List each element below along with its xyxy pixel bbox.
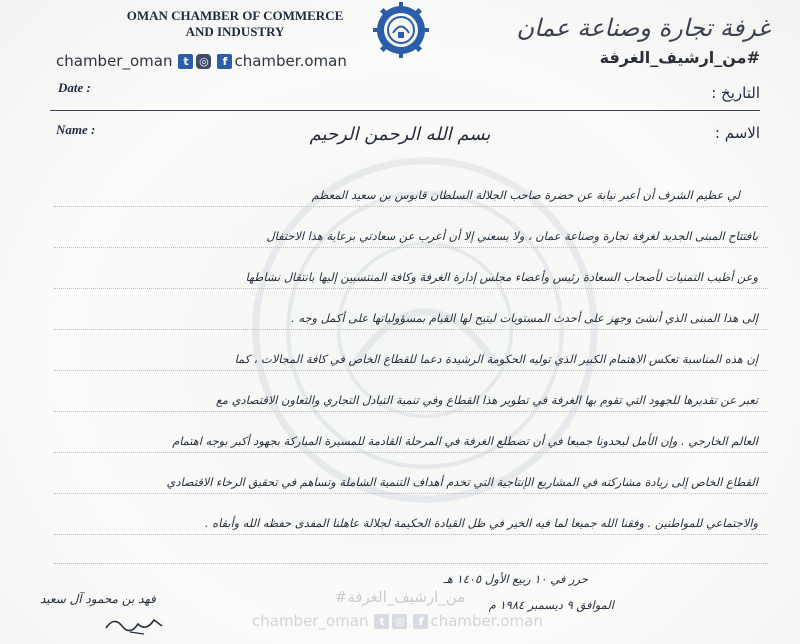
signature-mark [100, 606, 170, 640]
date-hijri: حرر في ١٠ ربيع الأول ١٤٠٥ هـ [443, 572, 588, 586]
ruled-line [54, 329, 768, 330]
watermark-archive-tag: #من_ارشيف_الغرفة [334, 588, 466, 606]
handle-right[interactable]: chamber.oman [234, 52, 347, 70]
watermark-seal [245, 150, 605, 510]
ruled-line [54, 452, 768, 453]
name-label-ar: الاسم : [714, 124, 760, 142]
letter-line-9: والاجتماعي للمواطنين . وفقنا الله جميعا لما فيه الخير في ظل القيادة الحكيمة لجلالة عاهلنا المفدى حفظه الله وأبقاه . [204, 516, 758, 530]
header-divider [50, 110, 760, 111]
social-handles [56, 52, 347, 70]
ruled-line [54, 534, 768, 535]
letter-line-5: إن هذه المناسبة تعكس الاهتمام الكبير الذي توليه الحكومة الرشيدة دعما للقطاع الخاص في كافة المجالات ، كما [234, 352, 758, 366]
archive-hashtag[interactable]: #من_ارشيف_الغرفة [599, 48, 760, 67]
org-name-english-line2: AND INDUSTRY [185, 24, 285, 39]
chamber-logo-icon [373, 2, 429, 58]
ruled-line [54, 411, 768, 412]
org-name-english-line1: OMAN CHAMBER OF COMMERCE [126, 8, 344, 23]
watermark-handle-left: chamber_oman [252, 612, 369, 630]
signatory-name: فهد بن محمود آل سعيد [40, 592, 156, 606]
basmala: بسم الله الرحمن الرحيم [309, 124, 491, 145]
org-name-english [110, 8, 360, 40]
letter-line-6: تعبر عن تقديرها للجهود التي تقوم بها الغرفة في تطوير هذا القطاع وفي تنمية التبادل التجاري والتعاون الاقتصادي مع [215, 393, 758, 407]
letter-line-7: العالم الخارجي . وإن الأمل ليحدونا جميعا في أن تضطلع الغرفة في المرحلة القادمة للمسيرة المباركة بجهود أكبر بوجه اهتمام [172, 434, 758, 448]
facebook-icon[interactable]: f [217, 54, 232, 69]
facebook-icon: f [413, 614, 428, 629]
letter-line-3: وعن أطيب التمنيات لأصحاب السعادة رئيس وأعضاء مجلس إدارة الغرفة وكافة المنتسبين إليها بانتقال نشاطها [245, 270, 758, 284]
twitter-icon[interactable]: t [178, 54, 193, 69]
instagram-icon: ◎ [392, 614, 407, 629]
letter-line-2: بافتتاح المبنى الجديد لغرفة تجارة وصناعة عمان ، ولا يسعني إلا أن أعرب عن سعادتي برعاية هذا الاحتفال [266, 229, 758, 243]
instagram-icon[interactable]: ◎ [196, 54, 211, 69]
twitter-icon: t [374, 614, 389, 629]
ruled-line [54, 206, 768, 207]
letter-line-4: إلى هذا المبنى الذي أنشئ وجهز على أحدث المستويات ليتيح لها القيام بمسؤولياتها على أكمل وجه . [291, 311, 758, 325]
handle-left[interactable]: chamber_oman [56, 52, 173, 70]
ruled-line [54, 288, 768, 289]
ruled-line [54, 370, 768, 371]
name-label-en: Name : [56, 122, 96, 137]
org-name-arabic: غرفة تجارة وصناعة عمان [516, 14, 770, 42]
ruled-line [54, 493, 768, 494]
letter-line-1: لي عظيم الشرف أن أعبر نيابة عن حضرة صاحب الجلالة السلطان قابوس بن سعيد المعظم [311, 188, 740, 202]
date-gregorian: الموافق ٩ ديسمبر ١٩٨٤ م [488, 598, 614, 612]
ruled-line [54, 247, 768, 248]
watermark-social [252, 612, 543, 630]
watermark-handle-right: chamber.oman [430, 612, 543, 630]
date-label-ar: التاريخ : [711, 84, 760, 102]
ruled-line [54, 563, 768, 564]
letter-line-8: القطاع الخاص إلى زيادة مشاركته في المشاريع الإنتاجية التي تخدم أهداف التنمية الشاملة وتساهم في تحقيق الرخاء الاقتصادي [166, 475, 758, 489]
date-label-en: Date : [58, 80, 91, 95]
